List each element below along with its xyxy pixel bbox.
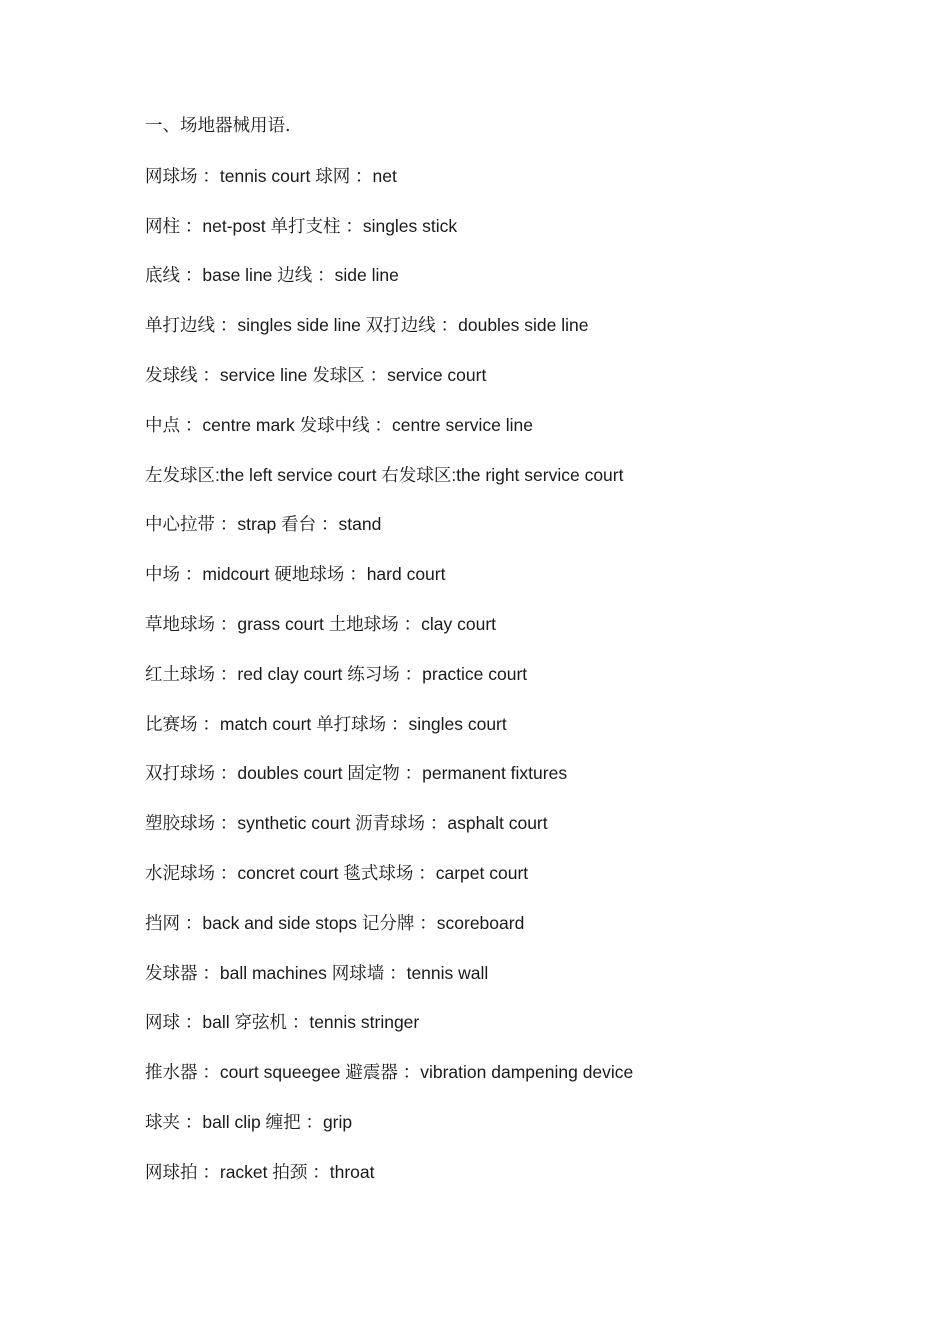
term-line: 草地球场 ：grass court 土地球场 ：clay court — [145, 613, 497, 634]
document-body — [145, 112, 885, 1208]
term-line: 中点 ：centre mark 发球中线 ：centre service line — [145, 414, 534, 435]
section-heading: 一、场地器械用语. — [145, 116, 291, 136]
term-line: 底线 ：base line 边线 ：side line — [145, 265, 399, 286]
term-line: 中场 ：midcourt 硬地球场 ：hard court — [145, 564, 446, 585]
term-line: 网球 ：ball 穿弦机 ：tennis stringer — [145, 1012, 420, 1033]
term-line: 推水器 ：court squeegee 避震器 ：vibration dampening device — [145, 1062, 634, 1083]
term-line: 塑胶球场 ：synthetic court 沥青球场 ：asphalt court — [145, 813, 548, 834]
term-line: 球夹 ：ball clip 缠把 ：grip — [145, 1111, 353, 1132]
term-line: 网球场 ：tennis court 球网 ：net — [145, 165, 397, 186]
term-line: 比赛场 ：match court 单打球场 ：singles court — [145, 713, 507, 734]
term-line: 中心拉带 ：strap 看台 ：stand — [145, 514, 382, 535]
term-line: 挡网 ：back and side stops 记分牌 ：scoreboard — [145, 912, 525, 933]
term-line: 发球线 ：service line 发球区 ：service court — [145, 364, 487, 385]
term-line: 双打球场 ：doubles court 固定物 ：permanent fixtures — [145, 763, 568, 784]
term-line: 左发球区:the left service court 右发球区:the right service court — [145, 464, 624, 485]
term-line: 水泥球场 ：concret court 毯式球场 ：carpet court — [145, 862, 529, 883]
term-line: 红土球场 ：red clay court 练习场 ：practice court — [145, 663, 528, 684]
term-line: 网球拍 ：racket 拍颈 ：throat — [145, 1161, 375, 1182]
term-line: 发球器 ：ball machines 网球墙 ：tennis wall — [145, 962, 489, 983]
term-line: 单打边线 ：singles side line 双打边线 ：doubles side line — [145, 315, 589, 336]
term-line: 网柱 ：net-post 单打支柱 ：singles stick — [145, 215, 458, 236]
